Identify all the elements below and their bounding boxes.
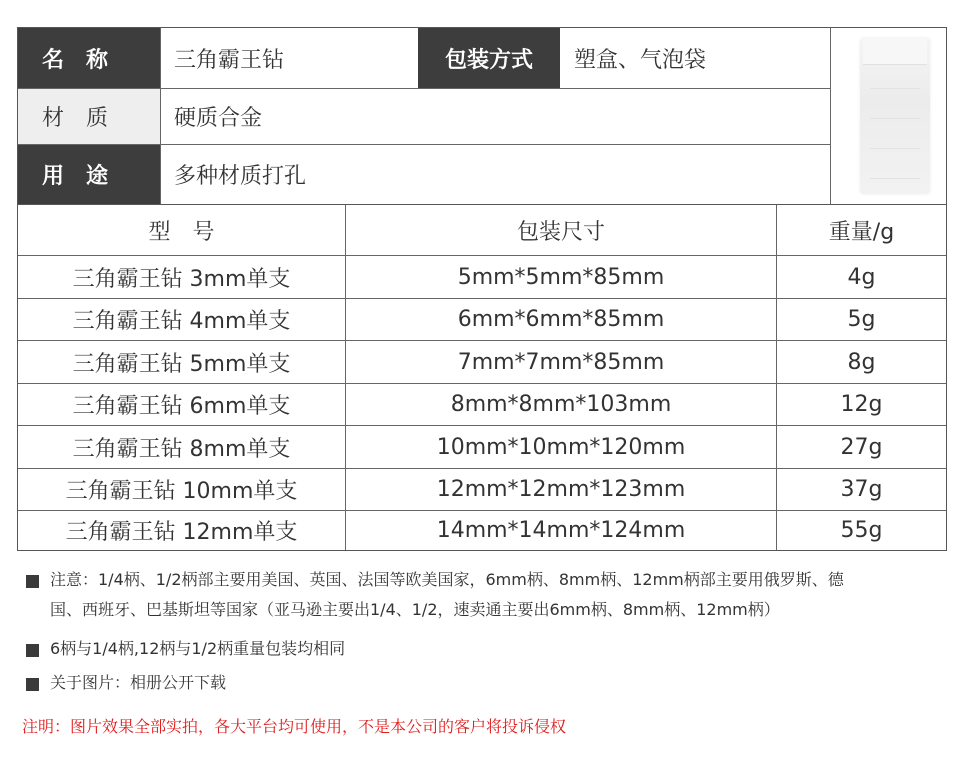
note-line: 国、西班牙、巴基斯坦等国家（亚马逊主要出1/4、1/2，速卖通主要出6mm柄、8mm柄、12mm柄） — [50, 600, 780, 619]
model-cell: 三角霸王钻 3mm单支 — [72, 266, 291, 292]
divider — [18, 88, 830, 89]
spec-table — [17, 205, 947, 551]
model-cell: 三角霸王钻 5mm单支 — [72, 351, 291, 377]
weight-cell: 5g — [776, 299, 946, 340]
name-value: 三角霸王钻 — [160, 28, 418, 88]
package-value: 塑盒、气泡袋 — [560, 28, 830, 88]
weight-cell: 27g — [776, 426, 946, 468]
table-row — [18, 469, 946, 510]
weight-cell: 4g — [776, 256, 946, 298]
disclaimer-text: 注明：图片效果全部实拍，各大平台均可使用，不是本公司的客户将投诉侵权 — [22, 717, 567, 736]
divider — [18, 144, 830, 145]
product-package-image — [860, 38, 930, 194]
note-images — [26, 675, 226, 698]
table-row — [18, 256, 946, 298]
table-row — [18, 341, 946, 383]
weight-cell: 12g — [776, 384, 946, 425]
package-label: 包装方式 — [418, 28, 560, 88]
note-weight — [26, 641, 345, 664]
header-weight: 重量/g — [776, 205, 946, 255]
table-row — [18, 299, 946, 340]
size-cell: 5mm*5mm*85mm — [345, 256, 776, 298]
note-markets — [26, 572, 946, 625]
size-cell: 10mm*10mm*120mm — [345, 426, 776, 468]
product-info-block — [17, 27, 947, 205]
use-label: 用 途 — [18, 145, 160, 204]
weight-cell: 55g — [776, 511, 946, 550]
material-value: 硬质合金 — [160, 89, 830, 144]
weight-cell: 37g — [776, 469, 946, 510]
bullet-square-icon — [26, 575, 39, 588]
size-cell: 8mm*8mm*103mm — [345, 384, 776, 425]
size-cell: 14mm*14mm*124mm — [345, 511, 776, 550]
model-cell: 三角霸王钻 6mm单支 — [72, 394, 291, 419]
header-package-size: 包装尺寸 — [345, 205, 776, 255]
note-line: 注意：1/4柄、1/2柄部主要用美国、英国、法国等欧美国家，6mm柄、8mm柄、12mm柄部主要用俄罗斯、德 — [50, 570, 844, 589]
material-label: 材 质 — [18, 89, 160, 144]
divider — [160, 28, 161, 204]
model-cell: 三角霸王钻 4mm单支 — [72, 309, 291, 334]
size-cell: 7mm*7mm*85mm — [345, 341, 776, 383]
model-cell: 三角霸王钻 8mm单支 — [72, 436, 291, 462]
size-cell: 12mm*12mm*123mm — [345, 469, 776, 510]
bullet-square-icon — [26, 678, 39, 691]
weight-cell: 8g — [776, 341, 946, 383]
size-cell: 6mm*6mm*85mm — [345, 299, 776, 340]
table-row — [18, 426, 946, 468]
note-line: 6柄与1/4柄,12柄与1/2柄重量包装均相同 — [50, 639, 346, 658]
divider — [830, 28, 831, 204]
table-row — [18, 511, 946, 550]
use-value: 多种材质打孔 — [160, 145, 830, 204]
note-line: 关于图片：相册公开下载 — [50, 673, 227, 692]
table-row — [18, 384, 946, 425]
model-cell: 三角霸王钻 12mm单支 — [65, 520, 298, 545]
bullet-square-icon — [26, 644, 39, 657]
header-model: 型 号 — [148, 219, 215, 245]
table-header-row — [18, 205, 946, 255]
name-label: 名 称 — [18, 28, 160, 88]
model-cell: 三角霸王钻 10mm单支 — [65, 479, 298, 504]
